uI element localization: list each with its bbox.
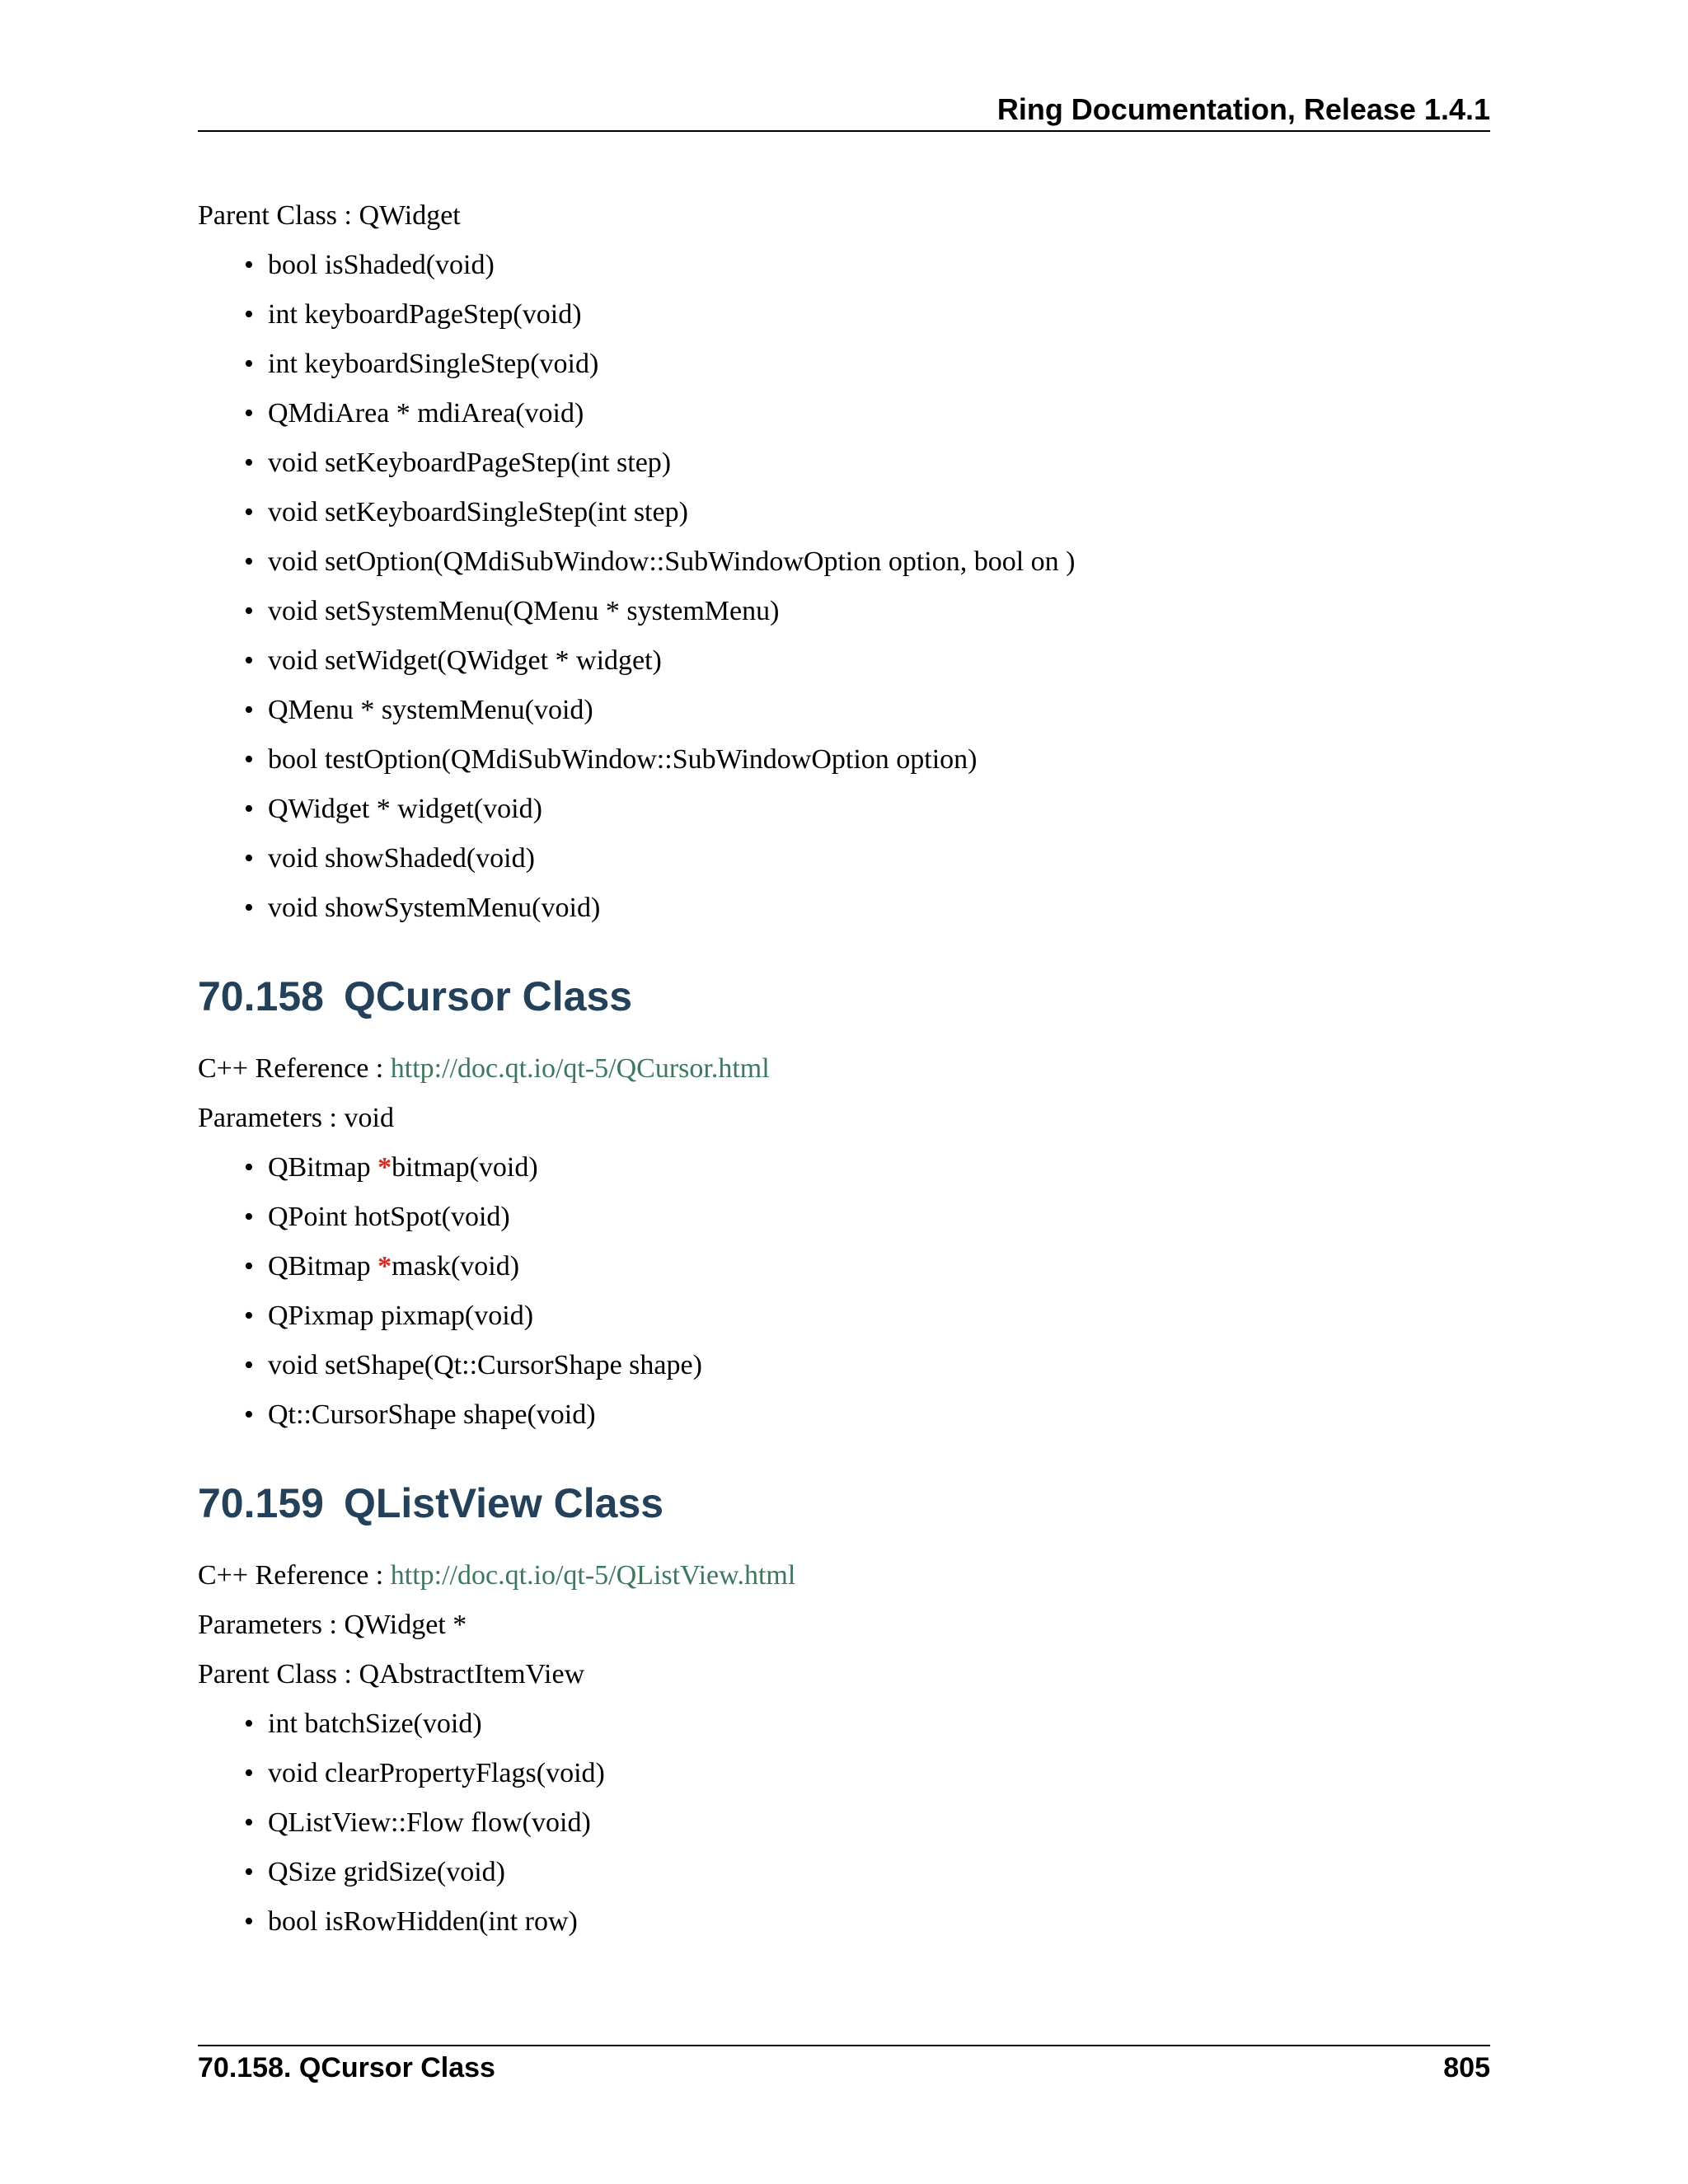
intro-method-list: [198, 247, 1490, 926]
page-number: 805: [1443, 2052, 1490, 2083]
list-item: • void setOption(QMdiSubWindow::SubWindowOption option, bool on ): [198, 544, 1490, 580]
parameters-label: Parameters :: [198, 1103, 345, 1133]
parent-class-label: Parent Class :: [198, 1659, 359, 1690]
list-item: • QPixmap pixmap(void): [198, 1298, 1490, 1334]
section-title: QCursor Class: [343, 973, 633, 1019]
qcursor-method-list: [198, 1150, 1490, 1433]
parameters-line: [198, 1100, 1490, 1137]
list-item: • void setWidget(QWidget * widget): [198, 643, 1490, 679]
error-highlight: *: [377, 1251, 392, 1282]
parameters-value: QWidget *: [344, 1610, 467, 1640]
list-item: • void showShaded(void): [198, 841, 1490, 877]
parent-class-value: QAbstractItemView: [359, 1659, 585, 1690]
error-highlight: *: [377, 1152, 392, 1183]
list-item: • QPoint hotSpot(void): [198, 1199, 1490, 1235]
footer-section-title: 70.158. QCursor Class: [198, 2052, 495, 2083]
list-item: • QWidget * widget(void): [198, 791, 1490, 827]
page-content: [198, 198, 1490, 1953]
list-item: • int keyboardPageStep(void): [198, 297, 1490, 333]
qlistview-method-list: [198, 1706, 1490, 1940]
parameters-label: Parameters :: [198, 1610, 345, 1640]
section-title: QListView Class: [343, 1480, 664, 1526]
list-item: • Qt::CursorShape shape(void): [198, 1397, 1490, 1433]
list-item: • bool testOption(QMdiSubWindow::SubWindowOption option): [198, 742, 1490, 778]
list-item: • QBitmap *mask(void): [198, 1249, 1490, 1285]
list-item: • QBitmap *bitmap(void): [198, 1150, 1490, 1186]
list-item: • QSize gridSize(void): [198, 1854, 1490, 1891]
cpp-reference-line: [198, 1558, 1490, 1594]
parent-class-line: [198, 198, 1490, 234]
cpp-reference-link[interactable]: http://doc.qt.io/qt-5/QListView.html: [390, 1560, 796, 1591]
list-item: • bool isRowHidden(int row): [198, 1904, 1490, 1940]
list-item: • QListView::Flow flow(void): [198, 1805, 1490, 1841]
parameters-line: [198, 1607, 1490, 1643]
list-item: • void clearPropertyFlags(void): [198, 1755, 1490, 1792]
parent-class-line: [198, 1657, 1490, 1693]
cpp-reference-link[interactable]: http://doc.qt.io/qt-5/QCursor.html: [390, 1053, 770, 1084]
list-item: • void setShape(Qt::CursorShape shape): [198, 1347, 1490, 1384]
list-item: • int batchSize(void): [198, 1706, 1490, 1742]
cpp-reference-line: [198, 1051, 1490, 1087]
parent-class-value: QWidget: [359, 200, 461, 231]
list-item: • void setSystemMenu(QMenu * systemMenu): [198, 593, 1490, 630]
header-rule: [198, 130, 1490, 132]
section-heading-qlistview: [198, 1479, 1490, 1528]
cpp-reference-label: C++ Reference :: [198, 1560, 391, 1591]
section-number: 70.159: [198, 1480, 324, 1526]
footer-rule: [198, 2045, 1490, 2046]
list-item: • QMenu * systemMenu(void): [198, 692, 1490, 729]
parameters-value: void: [344, 1103, 394, 1133]
list-item: • QMdiArea * mdiArea(void): [198, 396, 1490, 432]
running-header-title: Ring Documentation, Release 1.4.1: [996, 92, 1490, 126]
list-item: • void setKeyboardSingleStep(int step): [198, 494, 1490, 531]
section-number: 70.158: [198, 973, 324, 1019]
list-item: • void showSystemMenu(void): [198, 890, 1490, 926]
section-heading-qcursor: [198, 972, 1490, 1021]
list-item: • void setKeyboardPageStep(int step): [198, 445, 1490, 481]
list-item: • int keyboardSingleStep(void): [198, 346, 1490, 382]
list-item: • bool isShaded(void): [198, 247, 1490, 284]
cpp-reference-label: C++ Reference :: [198, 1053, 391, 1084]
parent-class-label: Parent Class :: [198, 200, 359, 231]
